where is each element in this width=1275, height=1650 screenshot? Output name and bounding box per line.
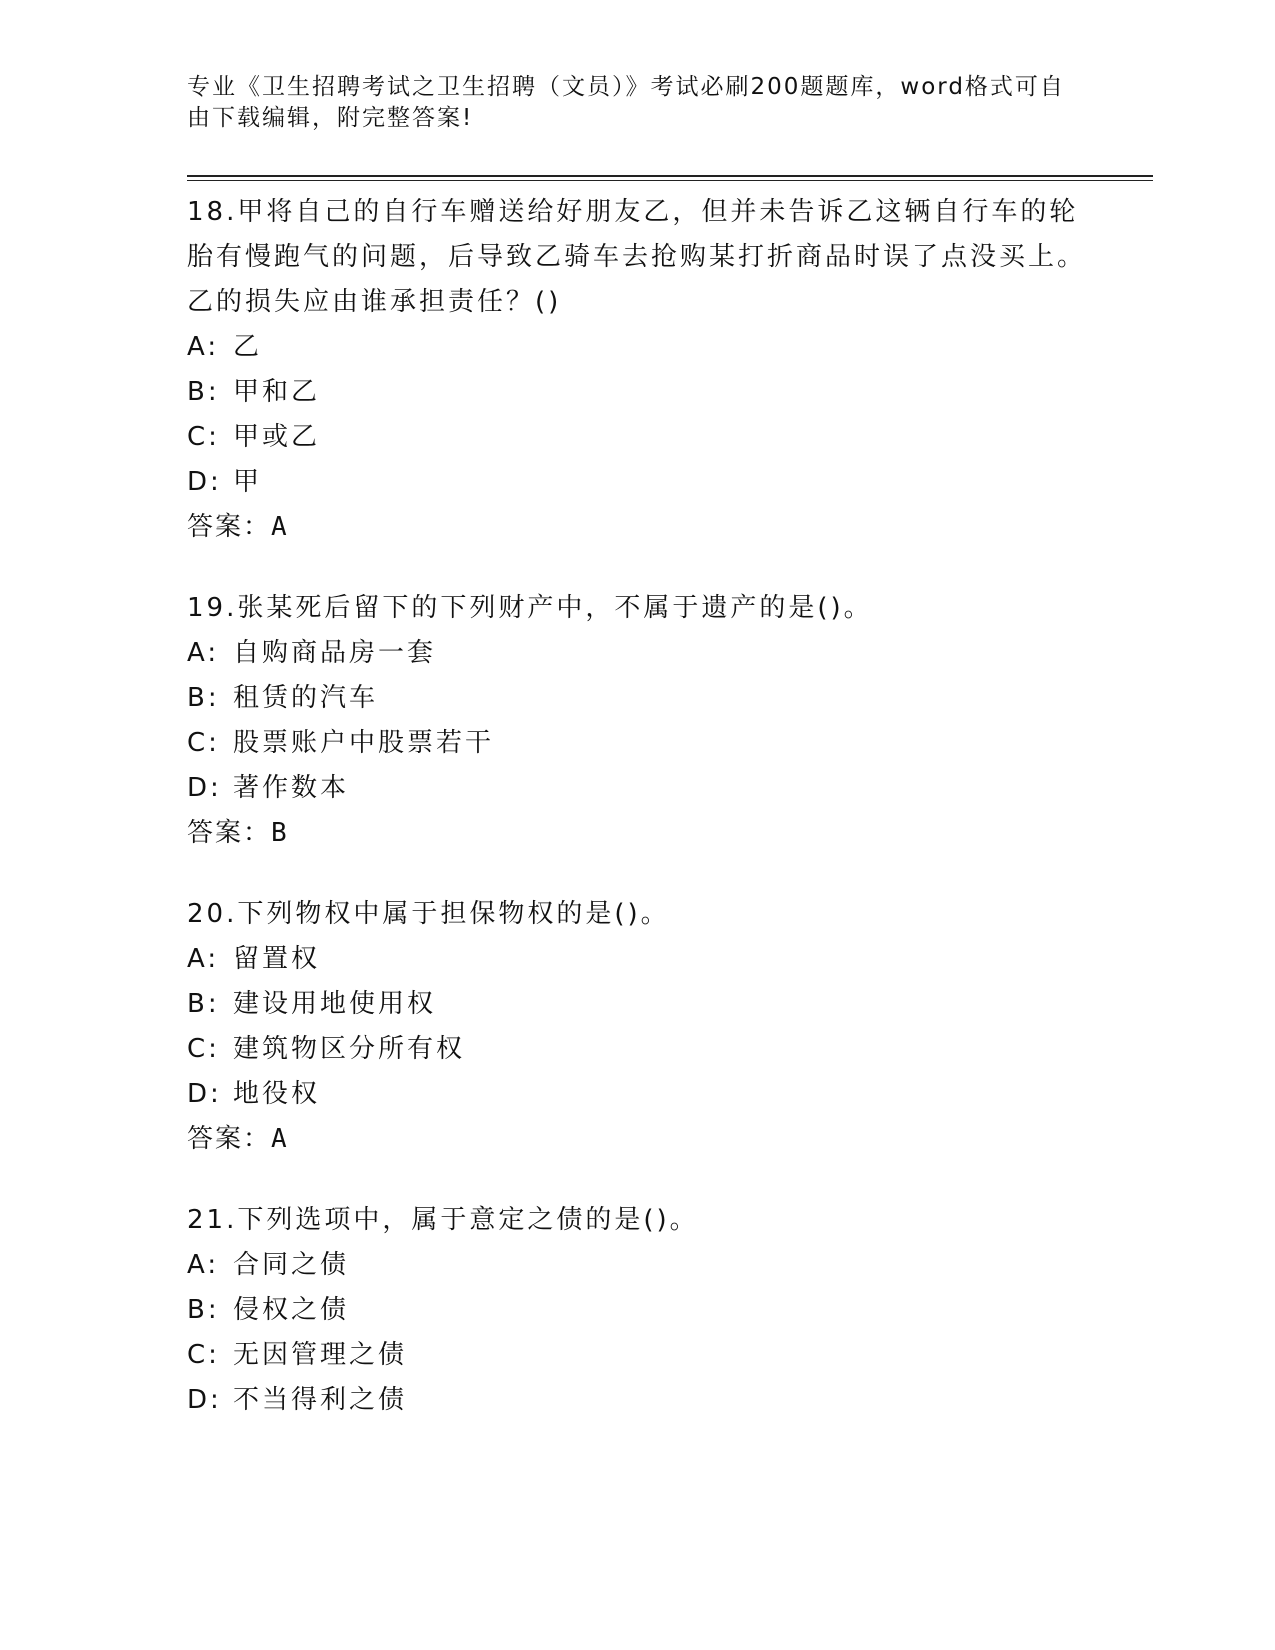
option-text: 股票账户中股票若干 — [233, 728, 495, 758]
option-label: C: — [187, 728, 220, 758]
option-label: B: — [187, 1295, 220, 1325]
answer-label: 答案： — [187, 818, 272, 848]
option-text: 租赁的汽车 — [233, 683, 379, 713]
option-b — [187, 1288, 1087, 1333]
option-label: A: — [187, 944, 220, 974]
answer-label: 答案： — [187, 512, 272, 542]
option-label: C: — [187, 1340, 220, 1370]
option-text: 甲 — [233, 467, 263, 497]
option-text: 留置权 — [233, 944, 321, 974]
answer-label: 答案： — [187, 1124, 272, 1154]
option-b — [187, 982, 1087, 1027]
option-label: D: — [187, 1079, 222, 1109]
option-text: 侵权之债 — [233, 1295, 350, 1325]
option-label: C: — [187, 422, 220, 452]
option-d — [187, 766, 1087, 811]
option-c — [187, 721, 1087, 766]
option-a — [187, 631, 1087, 676]
option-label: B: — [187, 683, 220, 713]
option-text: 自购商品房一套 — [233, 638, 437, 668]
option-text: 著作数本 — [233, 773, 350, 803]
option-b — [187, 676, 1087, 721]
header-divider-thin — [187, 180, 1153, 181]
answer-value: A — [271, 512, 289, 542]
option-text: 不当得利之债 — [233, 1385, 408, 1415]
option-a — [187, 325, 1087, 370]
question-list — [187, 190, 1087, 1459]
question-stem: 20.下列物权中属于担保物权的是()。 — [187, 899, 670, 929]
option-c — [187, 1333, 1087, 1378]
option-c — [187, 1027, 1087, 1072]
answer-line — [187, 1117, 1087, 1162]
option-text: 建设用地使用权 — [233, 989, 437, 1019]
option-d — [187, 1378, 1087, 1423]
option-label: B: — [187, 377, 220, 407]
question-21 — [187, 1198, 1087, 1423]
header-divider-thick — [187, 175, 1153, 177]
document-header: 专业《卫生招聘考试之卫生招聘（文员）》考试必刷200题题库，word格式可自由下载编辑，附完整答案! — [187, 74, 1065, 131]
option-text: 无因管理之债 — [233, 1340, 408, 1370]
option-label: D: — [187, 467, 222, 497]
question-stem: 18.甲将自己的自行车赠送给好朋友乙，但并未告诉乙这辆自行车的轮胎有慢跑气的问题，后导致乙骑车去抢购某打折商品时误了点没买上。乙的损失应由谁承担责任？() — [187, 197, 1087, 317]
option-label: B: — [187, 989, 220, 1019]
option-text: 合同之债 — [233, 1250, 350, 1280]
option-text: 建筑物区分所有权 — [233, 1034, 466, 1064]
answer-value: A — [271, 1124, 289, 1154]
option-d — [187, 460, 1087, 505]
option-label: A: — [187, 332, 220, 362]
option-text: 乙 — [233, 332, 263, 362]
question-20 — [187, 892, 1087, 1162]
option-a — [187, 1243, 1087, 1288]
option-b — [187, 370, 1087, 415]
option-c — [187, 415, 1087, 460]
question-stem: 19.张某死后留下的下列财产中，不属于遗产的是()。 — [187, 593, 873, 623]
option-label: A: — [187, 1250, 220, 1280]
option-text: 甲或乙 — [233, 422, 321, 452]
option-label: C: — [187, 1034, 220, 1064]
option-label: D: — [187, 773, 222, 803]
question-stem: 21.下列选项中，属于意定之债的是()。 — [187, 1205, 699, 1235]
question-19 — [187, 586, 1087, 856]
option-text: 地役权 — [233, 1079, 321, 1109]
answer-value: B — [271, 818, 289, 848]
answer-line — [187, 811, 1087, 856]
answer-line — [187, 505, 1087, 550]
question-18 — [187, 190, 1087, 550]
option-label: D: — [187, 1385, 222, 1415]
option-text: 甲和乙 — [233, 377, 321, 407]
option-d — [187, 1072, 1087, 1117]
option-label: A: — [187, 638, 220, 668]
option-a — [187, 937, 1087, 982]
